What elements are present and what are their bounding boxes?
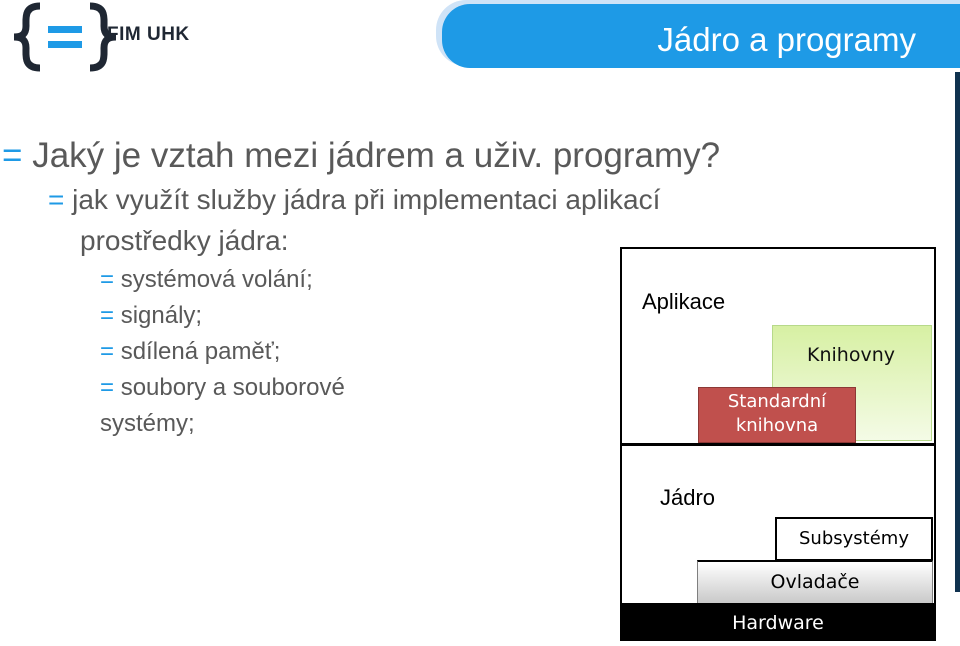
bullet-text: sdílená paměť; xyxy=(120,338,281,365)
right-edge-rule xyxy=(955,72,960,592)
logo-text: FIM UHK xyxy=(107,24,190,45)
title-banner xyxy=(442,4,960,68)
bullet-text: signály; xyxy=(120,302,203,329)
bullet-level3-continuation: systémy; xyxy=(100,410,195,437)
hardware-layer: Hardware xyxy=(620,603,936,641)
bullet-text: soubory a souborové xyxy=(120,374,345,401)
bullet-mark: = xyxy=(100,266,115,293)
os-layer-diagram xyxy=(620,247,936,641)
bullet-mark: = xyxy=(100,374,115,401)
bullet-level3 xyxy=(100,374,345,402)
standard-library-block xyxy=(698,387,856,443)
bullet-mark: = xyxy=(2,136,23,175)
bullet-text: Jaký je vztah mezi jádrem a uživ. programy? xyxy=(32,136,721,175)
bullet-level2 xyxy=(48,184,660,216)
slide-title: Jádro a programy xyxy=(657,21,916,58)
bullet-text: jak využít služby jádra při implementaci aplikací xyxy=(72,184,661,215)
kernel-label: Jádro xyxy=(660,485,716,510)
libraries-label: Knihovny xyxy=(807,344,895,366)
standard-library-label-line2: knihovna xyxy=(735,415,819,436)
bullet-text: systémová volání; xyxy=(120,266,313,293)
applications-label: Aplikace xyxy=(642,289,726,314)
bullet-mark: = xyxy=(48,184,65,215)
subsystems-block: Subsystémy xyxy=(775,517,933,561)
standard-library-label-line1: Standardní xyxy=(727,391,827,412)
bullet-level3 xyxy=(100,338,280,366)
bullet-level3 xyxy=(100,302,202,330)
bullet-mark: = xyxy=(100,302,115,329)
bullet-level2-continuation: prostředky jádra: xyxy=(80,225,289,256)
bullet-mark: = xyxy=(100,338,115,365)
bullet-level3 xyxy=(100,266,313,294)
drivers-block: Ovladače xyxy=(697,560,933,604)
bullet-level1 xyxy=(2,136,720,176)
